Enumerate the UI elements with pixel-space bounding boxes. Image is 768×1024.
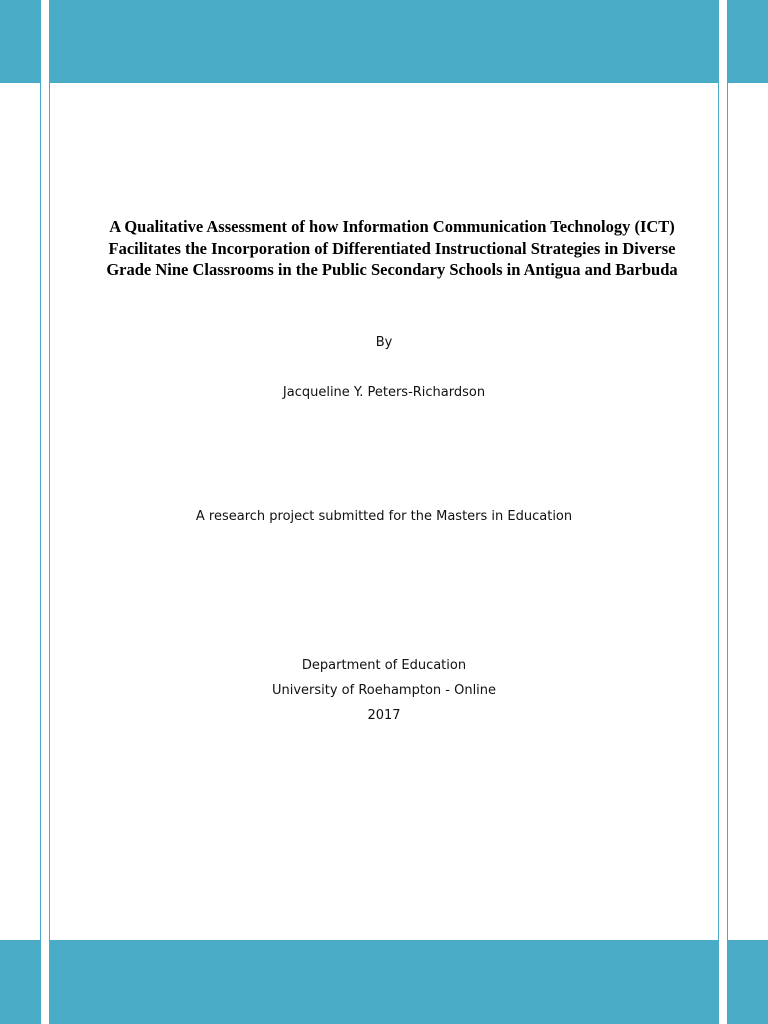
document-title: A Qualitative Assessment of how Information Communication Technology (ICT) Facilitates the Incorporation of Differentiated Instructional Strategies in Diverse Grade Nine Classrooms in the Public Secondary Schools in Antigua and Barbuda [106, 217, 678, 279]
author-name: Jacqueline Y. Peters-Richardson [282, 385, 486, 400]
department-name: Department of Education [301, 658, 467, 673]
border-rule-right-outer [727, 0, 728, 1024]
footer-band-right [728, 940, 768, 1024]
header-band-right [728, 0, 768, 83]
footer-band [50, 940, 718, 1024]
header-band [50, 0, 718, 83]
submission-statement: A research project submitted for the Masters in Education [195, 509, 573, 524]
year: 2017 [367, 708, 401, 723]
university-name: University of Roehampton - Online [271, 683, 497, 698]
border-rule-left-outer [40, 0, 41, 1024]
header-band-left [0, 0, 40, 83]
by-label: By [375, 335, 393, 350]
footer-band-left [0, 940, 40, 1024]
border-rule-right-inner [718, 0, 719, 1024]
